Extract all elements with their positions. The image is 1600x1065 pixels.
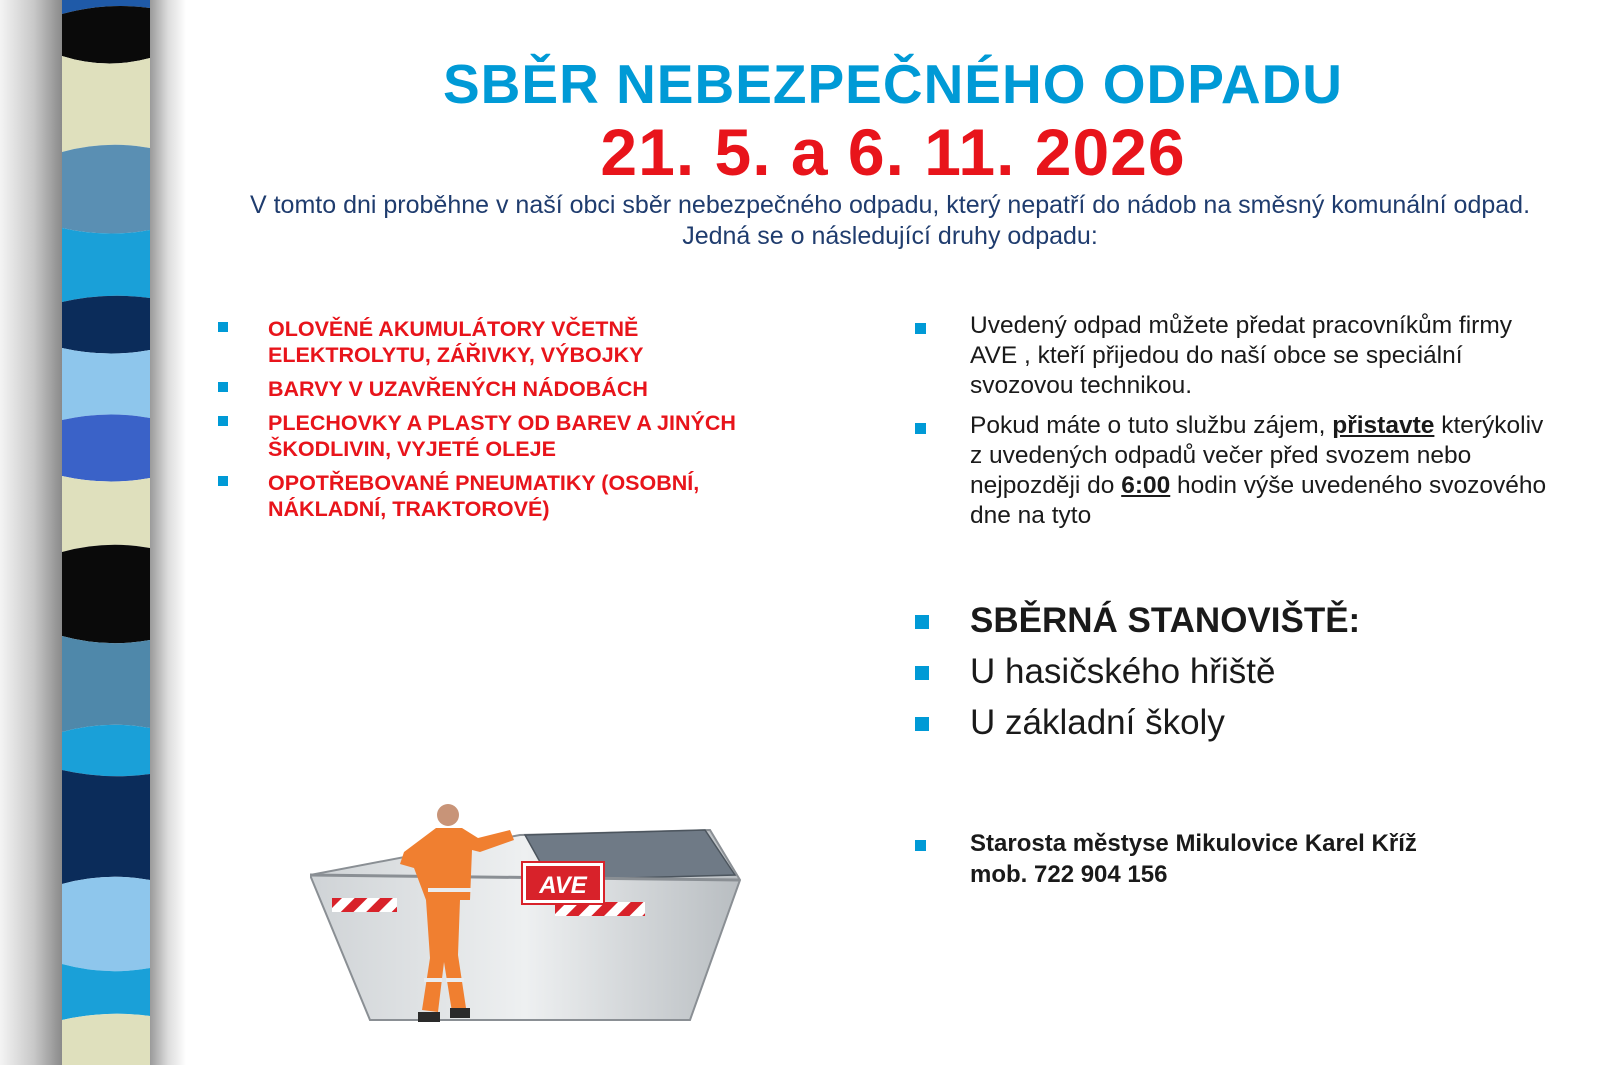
square-bullet-icon (218, 382, 228, 392)
collection-sites-list (915, 600, 1555, 753)
square-bullet-icon (218, 476, 228, 486)
square-bullet-icon (915, 666, 929, 680)
decorative-stripe-band (0, 0, 186, 1065)
square-bullet-icon (915, 615, 929, 629)
list-item: PLECHOVKY A PLASTY OD BAREV A JINÝCH ŠKODLIVIN, VYJETÉ OLEJE (218, 410, 798, 462)
waste-container-illustration (310, 790, 750, 1040)
list-item: U hasičského hřiště (915, 651, 1555, 693)
emphasis-time: 6:00 (1121, 472, 1171, 499)
emphasis-place: přistavte (1332, 412, 1435, 439)
mayor-name: Starosta městyse Mikulovice Karel Kříž mob. 722 904 156 (915, 828, 1555, 890)
collection-sites-heading: SBĚRNÁ STANOVIŠTĚ: (915, 600, 1555, 642)
phone-number: mob. 722 904 156 (970, 861, 1168, 888)
square-bullet-icon (218, 322, 228, 332)
list-item: U základní školy (915, 702, 1555, 744)
placement-instructions: Pokud máte o tuto službu zájem, přistavte kterýkoliv z uvedených odpadů večer před svozem nebo nejpozději do 6:00 hodin výše uvedeného svozového dne na tyto (915, 411, 1555, 531)
square-bullet-icon (915, 840, 926, 851)
square-bullet-icon (218, 416, 228, 426)
contact-info (915, 828, 1555, 890)
ave-logo: AVE (539, 872, 587, 899)
page-title: SBĚR NEBEZPEČNÉHO ODPADU (442, 53, 1344, 115)
intro-text: V tomto dni proběhne v naší obci sběr nebezpečného odpadu, který nepatří do nádob na směsný komunální odpad. Jedná se o následující druhy odpadu: (249, 191, 1531, 250)
collection-dates: 21. 5. a 6. 11. 2026 (600, 115, 1186, 189)
instructions-list (915, 311, 1555, 541)
list-item: OPOTŘEBOVANÉ PNEUMATIKY (OSOBNÍ, NÁKLADNÍ, TRAKTOROVÉ) (218, 470, 798, 522)
square-bullet-icon (915, 323, 926, 334)
waste-types-list (218, 316, 798, 530)
list-item: OLOVĚNÉ AKUMULÁTORY VČETNĚ ELEKTROLYTU, ZÁŘIVKY, VÝBOJKY (218, 316, 798, 368)
list-item: BARVY V UZAVŘENÝCH NÁDOBÁCH (218, 376, 798, 402)
handover-info: Uvedený odpad můžete předat pracovníkům firmy AVE , kteří přijedou do naší obce se speciální svozovou technikou. (915, 311, 1555, 401)
square-bullet-icon (915, 423, 926, 434)
square-bullet-icon (915, 717, 929, 731)
